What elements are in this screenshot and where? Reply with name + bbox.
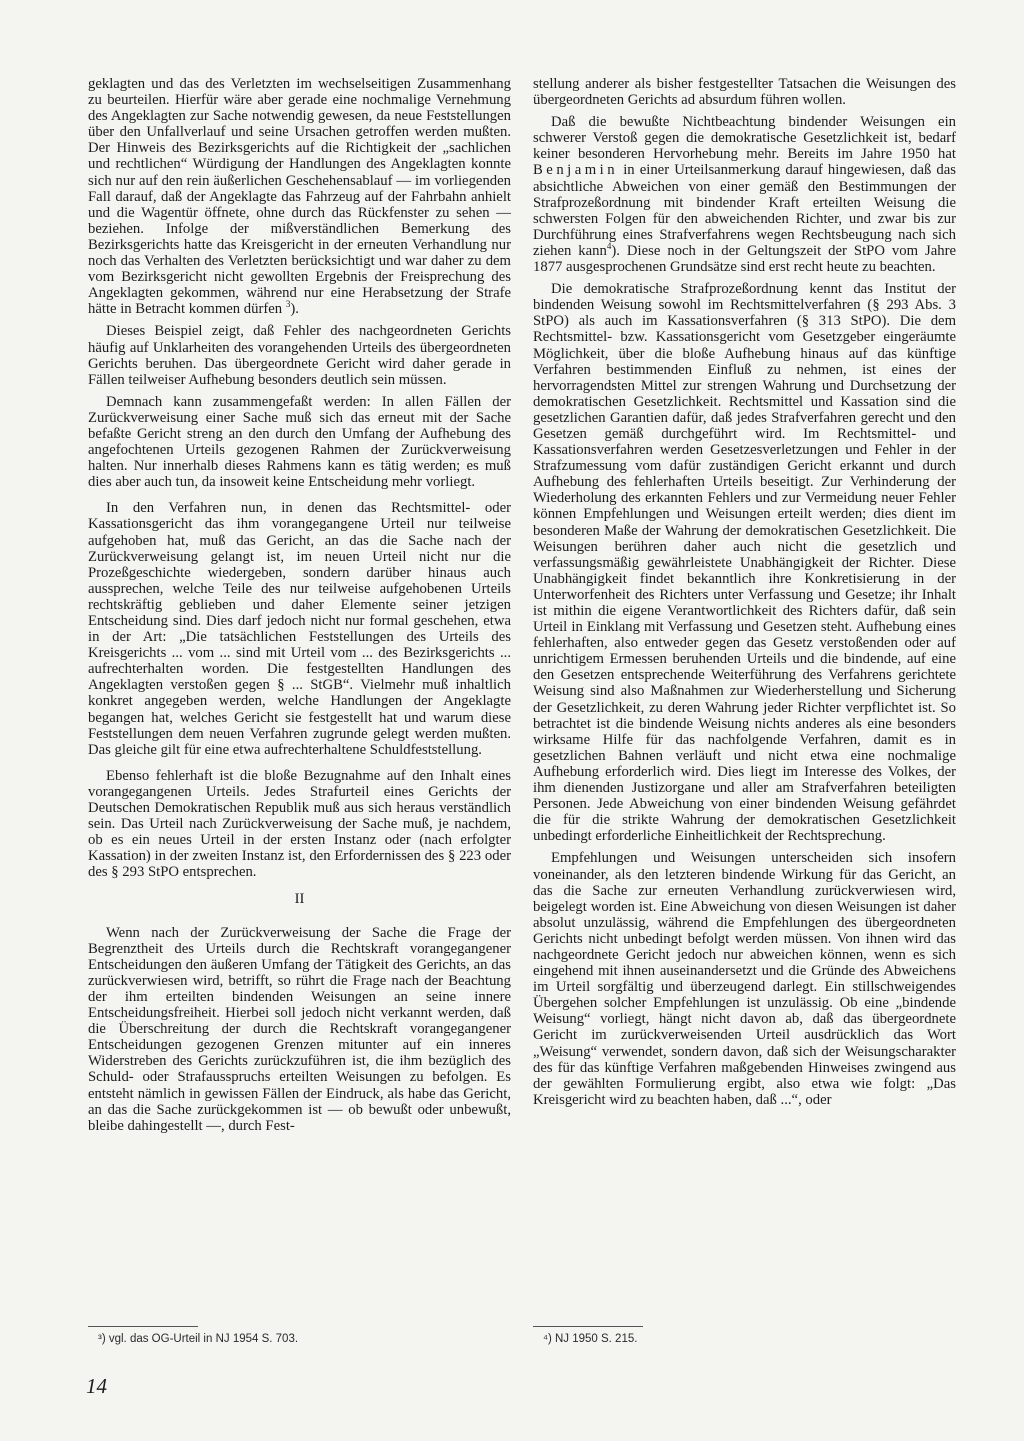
paragraph-text: . Diese noch in der Geltungszeit der StPO vom Jahre 1877 ausgesprochenen Grundsätze sind erst recht heute zu beachten.: [533, 242, 956, 276]
paragraph: Empfehlungen und Weisungen unterscheiden sich insofern voneinander, als den letzteren bindende Wirkung für das Gericht, an das die Sache zur erneuten Verhandlung zurückverwiesen wird, beigelegt worden ist. Eine Abweichung von diesen Weisungen ist daher absolut unzulässig, während die Empfehlungen des übergeordneten Gerichts nicht unbedingt befolgt werden müssen. Von ihnen wird das nachgeordnete Gericht jedoch nur abweichen können, wenn es sich eingehend mit ihnen auseinandersetzt und die Gründe des Abweichens im Urteil sorgfältig und überzeugend darlegt. Ein stillschweigendes Übergehen solcher Empfehlungen ist unzulässig. Ob eine „bindende Weisung“ vorliegt, hängt nicht davon ab, daß das übergeordnete Gericht im zurückverweisenden Urteil ausdrücklich das Wort „Weisung“ verwendet, sondern davon, daß sich der Weisungscharakter des für das künftige Verfahren maßgebenden Hinweises zwingend aus der gewählten Formulierung ergibt, also etwa wie folgt: „Das Kreisgericht wird zu beachten haben, daß ...“, oder: [533, 850, 956, 1108]
footnote-divider: [88, 1326, 198, 1327]
paragraph-text: geklagten und das des Verletzten im wechselseitigen Zusammenhang zu beurteilen. Hierfür wäre aber gerade eine nochmalige Vernehmung des Angeklagten zur Sache notwendig gewesen, da neue Feststellungen über den Unfallverlauf und seine Ursachen getroffen werden mußten. Der Hinweis des Bezirksgerichts auf die Richtigkeit der „sachlichen und rechtlichen“ Würdigung der Handlungen des Angeklagten konnte sich nur auf den rein äußerlichen Geschehensablauf — im vorliegenden Fall darauf, daß der Angeklagte das Fahrzeug auf der Fahrbahn anhielt und die Wagentür öffnete, ohne durch das Rückfenster zu sehen — beziehen. Infolge der mißverständlichen Bemerkung des Bezirksgerichts hatte das Kreisgericht in der erneuten Verhandlung nur noch das Verhalten des Verletzten berücksichtigt und war daher zu dem vom Bezirksgericht nicht gewollten Ergebnis der Freisprechung des Angeklagten gekommen, während nur eine Herabsetzung der Strafe hätte in Betracht kommen dürfen: [88, 76, 511, 318]
author-name: Benjamin: [533, 162, 619, 179]
footnote-right: ⁴) NJ 1950 S. 215.: [543, 1333, 638, 1345]
page-number: 14: [86, 1374, 107, 1398]
footnote-reference: 4: [606, 241, 612, 252]
paragraph-text: in einer Urteilsanmerkung darauf hingewiesen, daß das absichtliche Abweichen von einer gemäß den Bestimmungen der Strafprozeßordnung mit bindender Kraft erteilten Weisung die schwersten Folgen für den abweichenden Richter, und zwar bis zur Durchführung eines Strafverfahrens wegen Rechtsbeugung nach sich ziehen kann: [533, 162, 956, 259]
paragraph: Demnach kann zusammengefaßt werden: In allen Fällen der Zurückverweisung einer Sache muß sich das erneut mit der Sache befaßte Gericht streng an den durch den Umfang der Aufhebung des angefochtenen Urteils gezogenen Rahmen der Zurückverweisung halten. Nur innerhalb dieses Rahmens kann es tätig werden; es muß dies aber auch tun, da insoweit keine Entscheidung mehr vorliegt.: [88, 393, 511, 491]
paragraph-text: Daß die bewußte Nichtbeachtung bindender Weisungen ein schwerer Verstoß gegen die demokratische Gesetzlichkeit ist, bedarf keiner besonderen Hervorhebung mehr. Bereits im Jahre 1950 hat: [533, 114, 956, 163]
paragraph: Daß die bewußte Nichtbeachtung bindender Weisungen ein schwerer Verstoß gegen die demokratische Gesetzlichkeit ist, bedarf keiner besonderen Hervorhebung mehr. Bereits im Jahre 1950 hat Benjamin in einer Urteilsanmerkung darauf hingewiesen, daß das absichtliche Abweichen von einer gemäß den Bestimmungen der Strafprozeßordnung mit bindender Kraft erteilten Weisung die schwersten Folgen für den abweichenden Richter, und zwar bis zur Durchführung eines Strafverfahrens wegen Rechtsbeugung nach sich ziehen kann$^4$). Diese noch in der Geltungszeit der StPO vom Jahre 1877 ausgesprochenen Grundsätze sind erst recht heute zu beachten.: [533, 114, 956, 276]
footnote-left: ³) vgl. das OG-Urteil in NJ 1954 S. 703.: [98, 1333, 299, 1345]
section-heading: II: [294, 890, 305, 907]
right-column: [533, 76, 956, 1114]
paragraph: Die demokratische Strafprozeßordnung kennt das Institut der bindenden Weisung sowohl im Rechtsmittelverfahren (§ 293 Abs. 3 StPO) als auch im Kassationsverfahren (§ 313 StPO). Die dem Rechtsmittel- bzw. Kassationsgericht vom Gesetzgeber eingeräumte Möglichkeit, über die bloße Aufhebung hinaus auf das künftige Verfahren bestimmenden Einfluß zu nehmen, ist eines der hervorragendsten Mittel zur strengen Wahrung und Durchsetzung der demokratischen Gesetzlichkeit. Rechtsmittel und Kassation sind die gesetzlichen Garantien dafür, daß jedes Strafverfahren gerecht und den Gesetzen gemäß durchgeführt wird. Im Rechtsmittel- und Kassationsverfahren werden Gesetzesverletzungen und Fehler in der Strafzumessung vom dafür zuständigen Gericht erkannt und durch Aufhebung des fehlerhaften Urteils beseitigt. Zur Verhinderung der Wiederholung des erkannten Fehlers und zur Vermeidung neuer Fehler können Empfehlungen und Weisungen erteilt werden; dies dient im besonderen Maße der Wahrung der demokratischen Gesetzlichkeit. Die Weisungen berühren daher auch nicht die gesetzlich und verfassungsmäßig gewährleistete Unabhängigkeit der Richter. Diese Unabhängigkeit findet bekanntlich ihre Konkretisierung in der Unterworfenheit des Richters unter Verfassung und Gesetze; ihr Inhalt ist mithin die eigene Verantwortlichkeit des Richters dafür, daß sein Urteil in Einklang mit Verfassung und Gesetzen steht. Aufhebung eines fehlerhaften, also entweder gegen das Gesetz verstoßenden oder auf unrichtigem Ermessen beruhenden Urteils und die bindende, auf eine den Gesetzen entsprechende Weiterführung des Verfahrens gerichtete Weisung sind also Maßnahmen zur Wiederherstellung und Sicherung der Gesetzlichkeit, zu deren Wahrung jeder Richter verpflichtet ist. So betrachtet ist die bindende Weisung nichts anderes als eine besonders wirksame Hilfe für das nachfolgende Verfahren, damit es in gesetzlichen Bahnen verläuft und nicht etwa eine nochmalige Aufhebung erforderlich wird. Dies liegt im Interesse des Volkes, der ihm dienenden Justizorgane und aller am Strafverfahren beteiligten Personen. Jede Abweichung von einer bindenden Weisung gefährdet die für die strikte Wahrung der demokratischen Gesetzlichkeit unbedingt erforderliche Einheitlichkeit der Rechtsprechung.: [533, 281, 956, 845]
paragraph: Wenn nach der Zurückverweisung der Sache die Frage der Begrenztheit des Urteils durch die Rechtskraft vorangegangener Entscheidungen den äußeren Umfang der Tätigkeit des Gerichts, an das zurückverwiesen wird, betrifft, so rührt die Frage nach der Beachtung der ihm erteilten bindenden Weisungen an seine innere Entscheidungsfreiheit. Hierbei soll jedoch nicht verkannt werden, daß die Überschreitung der durch die Rechtskraft vorangegangener Entscheidungen gezogenen Grenzen mitunter auf ein inneres Widerstreben des Gerichts zurückzuführen ist, die ihm bezüglich des Schuld- oder Strafausspruchs erteilten Weisungen zu befolgen. Es entsteht nämlich in gewissen Fällen der Eindruck, als habe das Gericht, an das die Sache zurückgekommen ist — ob bewußt oder unbewußt, bleibe dahingestellt —, durch Fest-: [88, 924, 511, 1134]
left-column: [88, 76, 511, 1140]
paragraph: In den Verfahren nun, in denen das Rechtsmittel- oder Kassationsgericht das ihm vorangegangene Urteil nur teilweise aufgehoben hat, muß das Gericht, an das die Sache nach der Zurückverweisung gelangt ist, im neuen Urteil nicht nur die Prozeßgeschichte wiedergeben, sondern darüber hinaus auch aussprechen, welche Teile des nur teilweise aufgehobenen Urteils rechtskräftig geblieben und daher Elemente seiner jetzigen Entscheidung sind. Dies darf jedoch nicht nur formal geschehen, etwa in der Art: „Die tatsächlichen Feststellungen des Urteils des Kreisgerichts ... vom ... sind mit Urteil vom ... des Bezirksgerichts ... aufrechterhalten worden. Die festgestellten Handlungen des Angeklagten verstoßen gegen § ... StGB“. Vielmehr muß inhaltlich konkret angegeben werden, welche Handlungen der Angeklagte begangen hat, welches Gericht sie festgestellt hat und warum diese Feststellungen dem neuen Verfahren zugrunde gelegt werden mußten. Das gleiche gilt für eine etwa aufrechterhaltene Schuldfeststellung.: [88, 500, 511, 758]
footnote-reference: 3: [285, 299, 291, 310]
paragraph: Dieses Beispiel zeigt, daß Fehler des nachgeordneten Gerichts häufig auf Unklarheiten des vorangehenden Urteils des übergeordneten Gerichts beruhen. Das übergeordnete Gericht wird daher gerade in Fällen teilweiser Aufhebung besonders deutlich sein müssen.: [88, 323, 511, 388]
paragraph: Ebenso fehlerhaft ist die bloße Bezugnahme auf den Inhalt eines vorangegangenen Urteils. Jedes Strafurteil eines Gerichts der Deutschen Demokratischen Republik muß aus sich heraus verständlich sein. Das Urteil nach Zurückverweisung der Sache muß, je nachdem, ob es ein neues Urteil in der ersten Instanz oder (nach erfolgter Kassation) in der zweiten Instanz ist, den Erfordernissen des § 223 oder des § 293 StPO entsprechen.: [88, 767, 511, 881]
footnote-divider: [533, 1326, 643, 1327]
paragraph: geklagten und das des Verletzten im wechselseitigen Zusammenhang zu beurteilen. Hierfür wäre aber gerade eine nochmalige Vernehmung des Angeklagten zur Sache notwendig gewesen, da neue Feststellungen über den Unfallverlauf und seine Ursachen getroffen werden mußten. Der Hinweis des Bezirksgerichts auf die Richtigkeit der „sachlichen und rechtlichen“ Würdigung der Handlungen des Angeklagten konnte sich nur auf den rein äußerlichen Geschehensablauf — im vorliegenden Fall darauf, daß der Angeklagte das Fahrzeug auf der Fahrbahn anhielt und die Wagentür öffnete, ohne durch das Rückfenster zu sehen — beziehen. Infolge der mißverständlichen Bemerkung des Bezirksgerichts hatte das Kreisgericht in der erneuten Verhandlung nur noch das Verhalten des Verletzten berücksichtigt und war daher zu dem vom Bezirksgericht nicht gewollten Ergebnis der Freisprechung des Angeklagten gekommen, während nur eine Herabsetzung der Strafe hätte in Betracht kommen dürfen $^3$).: [88, 76, 511, 318]
paragraph: stellung anderer als bisher festgestellter Tatsachen die Weisungen des übergeordneten Gerichts ad absurdum führen wollen.: [533, 76, 956, 109]
